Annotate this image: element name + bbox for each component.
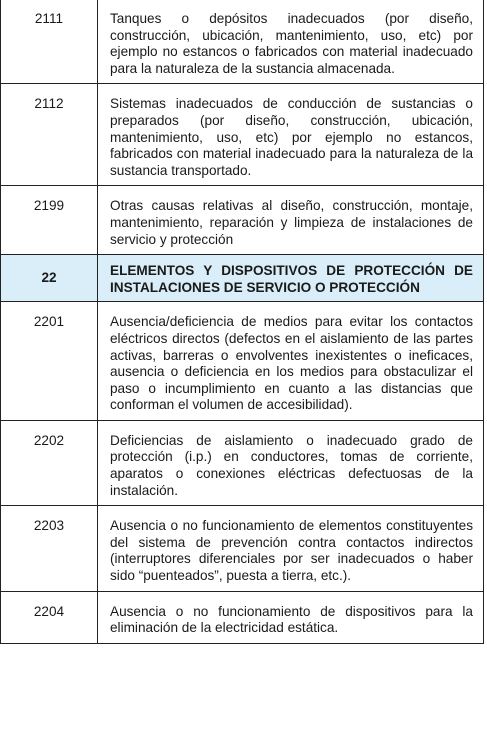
row-code: 2202	[1, 420, 98, 505]
table-row	[1, 420, 484, 505]
table-row	[1, 0, 484, 84]
section-code: 22	[1, 255, 98, 302]
table-row	[1, 302, 484, 421]
row-description: Ausencia o no funcionamiento de dispositivos para la eliminación de la electricidad estática.	[98, 591, 484, 643]
section-header-row	[1, 255, 484, 302]
table-row	[1, 84, 484, 186]
table-row	[1, 591, 484, 643]
row-description: Deficiencias de aislamiento o inadecuado grado de protección (i.p.) en conductores, tomas de corriente, aparatos o conexiones eléctricas defectuosas de la instalación.	[98, 420, 484, 505]
row-description: Sistemas inadecuados de conducción de sustancias o preparados (por diseño, construcción, ubicación, mantenimiento, uso, etc) por ejemplo no estancos, fabricados con material inadecuado para la naturaleza de la sustancia transportado.	[98, 84, 484, 186]
row-description: Otras causas relativas al diseño, construcción, montaje, mantenimiento, reparación y limpieza de instalaciones de servicio y protección	[98, 186, 484, 255]
row-code: 2201	[1, 302, 98, 421]
section-title: ELEMENTOS Y DISPOSITIVOS DE PROTECCIÓN DE INSTALACIONES DE SERVICIO O PROTECCIÓN	[98, 255, 484, 302]
row-code: 2199	[1, 186, 98, 255]
row-code: 2111	[1, 0, 98, 84]
row-code: 2204	[1, 591, 98, 643]
table-row	[1, 186, 484, 255]
row-code: 2203	[1, 506, 98, 591]
row-code: 2112	[1, 84, 98, 186]
row-description: Tanques o depósitos inadecuados (por diseño, construcción, ubicación, mantenimiento, uso, etc) por ejemplo no estancos o fabricados con material inadecuado para la naturaleza de la sustancia almacenada.	[98, 0, 484, 84]
row-description: Ausencia/deficiencia de medios para evitar los contactos eléctricos directos (defectos en el aislamiento de las partes activas, barreras o envolventes inexistentes o ineficaces, ausencia o deficiencia en los medios para obstaculizar el paso o incumplimiento en cuanto a las distancias que conforman el volumen de accesibilidad).	[98, 302, 484, 421]
table-row	[1, 506, 484, 591]
row-description: Ausencia o no funcionamiento de elementos constituyentes del sistema de prevención contra contactos indirectos (interruptores diferenciales por ser inadecuados o haber sido “puenteados”, puesta a tierra, etc.).	[98, 506, 484, 591]
